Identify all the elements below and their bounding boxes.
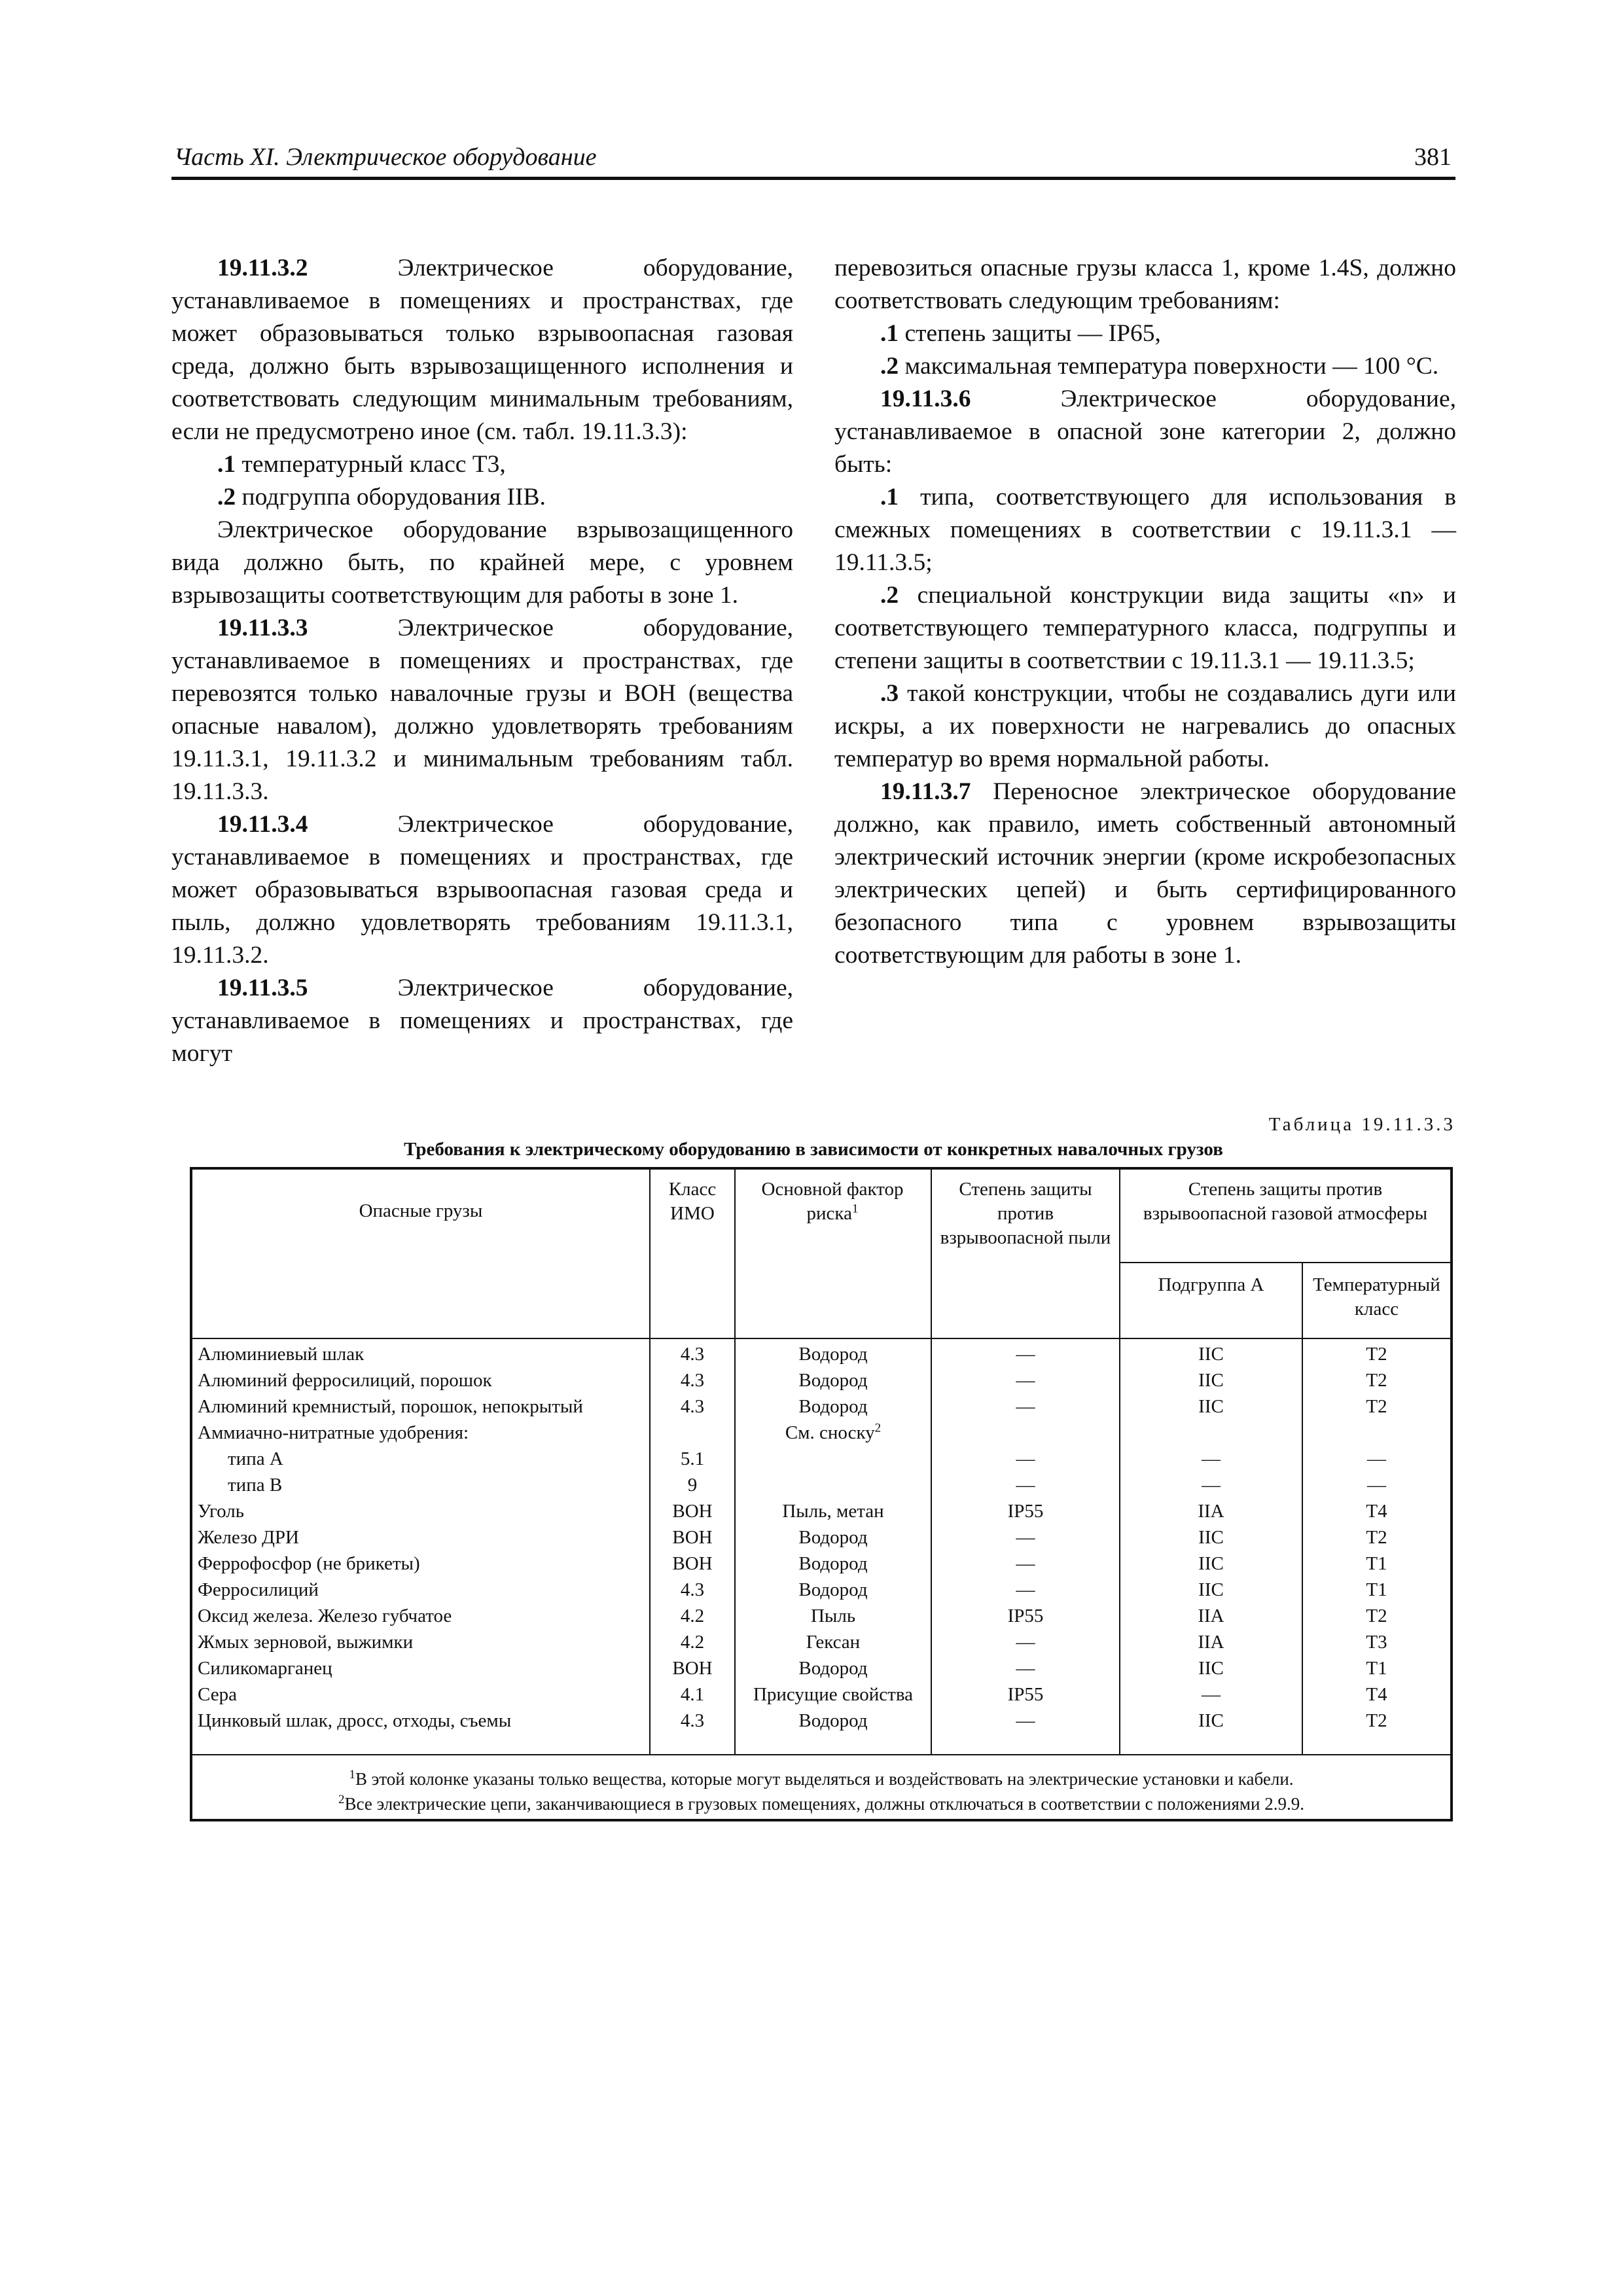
table-cell-sub: — (1202, 1448, 1221, 1469)
clause-number: 19.11.3.3 (217, 615, 308, 641)
left-column-paragraph: 19.11.3.5 Электрическое оборудование, устанавливаемое в помещениях и пространствах, где могут (171, 975, 793, 1067)
table-cell-cargo: Оксид железа. Железо губчатое (198, 1605, 452, 1626)
table-cell-dust: — (1016, 1527, 1035, 1548)
table-cell-cargo: Железо ДРИ (198, 1527, 299, 1548)
table-cell-temp: T2 (1366, 1396, 1387, 1417)
clause-number: 19.11.3.7 (880, 778, 971, 805)
page-number: 381 (1414, 143, 1452, 171)
right-column-paragraph: перевозиться опасные грузы класса 1, кроме 1.4S, должно соответствовать следующим требованиям: (834, 255, 1456, 314)
table-cell-cargo: типа А (228, 1448, 283, 1469)
table-cell-cls: 4.3 (680, 1370, 705, 1391)
left-column-paragraph: .1 температурный класс Т3, (217, 451, 506, 478)
right-column-paragraph: 19.11.3.7 Переносное электрическое оборудование должно, как правило, иметь собственный автономный электрический источник энергии (кроме искробезопасных электрических цепей) и быть сертифицированного безопасного типа с уровнем взрывозащиты соответствующим для работы в зоне 1. (834, 778, 1456, 969)
table-cell-cls: 4.3 (680, 1710, 705, 1731)
clause-number: .2 (217, 484, 236, 511)
clause-number: 19.11.3.2 (217, 255, 308, 281)
table-cell-sub: IIC (1198, 1579, 1224, 1600)
table-cell-temp: T2 (1366, 1527, 1387, 1548)
table-cell-cls: 4.3 (680, 1396, 705, 1417)
table-title: Требования к электрическому оборудованию в зависимости от конкретных навалочных грузов (404, 1139, 1223, 1160)
table-cell-risk: Водород (798, 1344, 868, 1365)
clause-number: .2 (880, 353, 899, 380)
table-cell-cls: 4.2 (680, 1632, 705, 1653)
clause-number: .3 (880, 680, 899, 707)
left-column-paragraph: Электрическое оборудование взрывозащищенного вида должно быть, по крайней мере, с уровнем взрывозащиты соответствующим для работы в зоне 1. (171, 516, 793, 609)
table-cell-sub: — (1202, 1475, 1221, 1496)
table-cell-dust: — (1016, 1370, 1035, 1391)
header-temp-class: Температурный класс (1313, 1274, 1440, 1319)
cargo-requirements-table (190, 1167, 1453, 1821)
table-cell-cargo: Аммиачно-нитратные удобрения: (198, 1422, 469, 1443)
header-gas-protection: Степень защиты против взрывоопасной газовой атмосферы (1143, 1179, 1428, 1224)
table-footnote: $^1$В этой колонке указаны только вещества, которые могут выделяться и воздействовать на электрические установки и кабели. (349, 1768, 1294, 1789)
table-cell-sub: IIC (1198, 1370, 1224, 1391)
table-cell-temp: T4 (1366, 1501, 1387, 1522)
table-cell-risk: Водород (798, 1710, 868, 1731)
table-cell-dust: — (1016, 1344, 1035, 1365)
table-cell-sub: IIA (1198, 1501, 1224, 1522)
header-title: Часть XI. Электрическое оборудование (174, 143, 597, 171)
table-cell-temp: T1 (1366, 1553, 1387, 1574)
table-cell-sub: IIA (1198, 1605, 1224, 1626)
clause-number: 19.11.3.6 (880, 386, 971, 412)
table-cell-dust: — (1016, 1658, 1035, 1679)
table-cell-temp: T2 (1366, 1370, 1387, 1391)
table-cell-cls: ВОН (672, 1527, 713, 1548)
table-cell-risk: Пыль (810, 1605, 856, 1626)
header-risk-factor: Основной фактор риска$^1$ (761, 1179, 904, 1224)
table-cell-risk: Водород (798, 1579, 868, 1600)
left-column-paragraph: 19.11.3.4 Электрическое оборудование, устанавливаемое в помещениях и пространствах, где может образовываться взрывоопасная газовая среда и пыль, должно удовлетворять требованиям 19.11.3.1, 19.11.3.2. (171, 811, 793, 969)
table-cell-cargo: Алюминий ферросилиций, порошок (198, 1370, 492, 1391)
table-cell-risk: Гексан (806, 1632, 861, 1653)
table-cell-dust: — (1016, 1710, 1035, 1731)
clause-number: .1 (217, 451, 236, 478)
table-cell-cargo: Феррофосфор (не брикеты) (198, 1553, 420, 1574)
table-cell-cargo: Ферросилиций (198, 1579, 319, 1600)
table-cell-cargo: Жмых зерновой, выжимки (198, 1632, 414, 1653)
table-cell-cargo: Силикомарганец (198, 1658, 332, 1679)
right-column-paragraph: .1 степень защиты — IP65, (880, 320, 1161, 347)
header-dust-protection: Степень защиты против взрывоопасной пыли (940, 1179, 1111, 1248)
table-cell-cls: ВОН (672, 1501, 713, 1522)
table-cell-cls: 9 (687, 1475, 698, 1496)
table-cell-cls: 4.3 (680, 1344, 705, 1365)
table-cell-dust: — (1016, 1396, 1035, 1417)
table-cell-risk: Водород (798, 1396, 868, 1417)
table-cell-dust: — (1016, 1475, 1035, 1496)
table-cell-risk: Водород (798, 1658, 868, 1679)
table-cell-cls: 4.2 (680, 1605, 705, 1626)
header-subgroup: Подгруппа А (1158, 1274, 1264, 1295)
right-column-paragraph: .1 типа, соответствующего для использования в смежных помещениях в соответствии с 19.11.3.1 — 19.11.3.5; (834, 484, 1456, 576)
table-cell-cls: ВОН (672, 1658, 713, 1679)
table-cell-temp: — (1367, 1448, 1386, 1469)
clause-number: .1 (880, 320, 899, 347)
left-column-paragraph: .2 подгруппа оборудования IIB. (217, 484, 546, 511)
right-column-paragraph: 19.11.3.6 Электрическое оборудование, устанавливаемое в опасной зоне категории 2, должно быть: (834, 386, 1456, 478)
table-cell-temp: — (1367, 1475, 1386, 1496)
table-cell-cargo: Цинковый шлак, дросс, отходы, съемы (198, 1710, 512, 1731)
table-cell-temp: T2 (1366, 1344, 1387, 1365)
clause-number: .1 (880, 484, 899, 511)
table-cell-risk: См. сноску$^2$ (785, 1421, 882, 1443)
left-column-paragraph: 19.11.3.3 Электрическое оборудование, устанавливаемое в помещениях и пространствах, где перевозятся только навалочные грузы и ВОН (вещества опасные навалом), должно удовлетворять требованиям 19.11.3.1, 19.11.3.2 и минимальным требованиям табл. 19.11.3.3. (171, 615, 793, 805)
table-cell-cls: 4.3 (680, 1579, 705, 1600)
clause-number: .2 (880, 582, 899, 609)
table-cell-dust: IP55 (1007, 1501, 1044, 1522)
table-cell-cls: ВОН (672, 1553, 713, 1574)
table-cell-sub: IIC (1198, 1658, 1224, 1679)
table-cell-temp: T3 (1366, 1632, 1387, 1653)
table-cell-temp: T1 (1366, 1658, 1387, 1679)
table-cell-sub: — (1202, 1684, 1221, 1705)
header-imo-class: Класс ИМО (668, 1179, 717, 1224)
table-cell-cargo: Алюминий кремнистый, порошок, непокрытый (198, 1396, 583, 1417)
table-cell-cargo: Алюминиевый шлак (198, 1344, 365, 1365)
table-cell-dust: — (1016, 1579, 1035, 1600)
table-cell-temp: T2 (1366, 1710, 1387, 1731)
table-cell-sub: IIC (1198, 1396, 1224, 1417)
table-cell-dust: IP55 (1007, 1684, 1044, 1705)
right-column-paragraph: .3 такой конструкции, чтобы не создавались дуги или искры, а их поверхности не нагревались до опасных температур во время нормальной работы. (834, 680, 1456, 772)
table-cell-temp: T2 (1366, 1605, 1387, 1626)
table-footnote: $^2$Все электрические цепи, заканчивающиеся в грузовых помещениях, должны отключаться в соответствии с положениями 2.9.9. (338, 1793, 1304, 1814)
table-cell-temp: T1 (1366, 1579, 1387, 1600)
table-cell-sub: IIC (1198, 1527, 1224, 1548)
table-cell-risk: Присущие свойства (753, 1684, 914, 1705)
table-cell-risk: Водород (798, 1527, 868, 1548)
table-cell-sub: IIC (1198, 1344, 1224, 1365)
table-cell-sub: IIC (1198, 1710, 1224, 1731)
right-column (834, 252, 1456, 972)
table-cell-dust: — (1016, 1632, 1035, 1653)
left-column-paragraph: 19.11.3.2 Электрическое оборудование, устанавливаемое в помещениях и пространствах, где может образовываться только взрывоопасная газовая среда, должно быть взрывозащищенного исполнения и соответствовать следующим минимальным требованиям, если не предусмотрено иное (см. табл. 19.11.3.3): (171, 255, 793, 445)
clause-number: 19.11.3.4 (217, 811, 308, 838)
table-cell-cls: 5.1 (680, 1448, 705, 1469)
right-column-paragraph: .2 максимальная температура поверхности — 100 °C. (880, 353, 1439, 380)
left-column (171, 252, 793, 1070)
page-header (171, 143, 1455, 180)
table-cell-dust: — (1016, 1448, 1035, 1469)
table-cell-sub: IIA (1198, 1632, 1224, 1653)
table-caption: Таблица 19.11.3.3 (1268, 1114, 1455, 1135)
table-cell-risk: Водород (798, 1370, 868, 1391)
table-cell-cargo: Сера (198, 1684, 237, 1705)
table-cell-temp: T4 (1366, 1684, 1387, 1705)
table-cell-cargo: Уголь (198, 1501, 244, 1522)
table-cell-dust: IP55 (1007, 1605, 1044, 1626)
table-cell-cargo: типа В (228, 1475, 283, 1496)
table-cell-risk: Пыль, метан (782, 1501, 884, 1522)
table-cell-cls: 4.1 (680, 1684, 705, 1705)
header-cargo: Опасные грузы (359, 1200, 483, 1221)
clause-number: 19.11.3.5 (217, 975, 308, 1001)
right-column-paragraph: .2 специальной конструкции вида защиты «n» и соответствующего температурного класса, подгруппы и степени защиты в соответствии с 19.11.3.1 — 19.11.3.5; (834, 582, 1456, 674)
table-cell-sub: IIC (1198, 1553, 1224, 1574)
table-cell-dust: — (1016, 1553, 1035, 1574)
table-cell-risk: Водород (798, 1553, 868, 1574)
